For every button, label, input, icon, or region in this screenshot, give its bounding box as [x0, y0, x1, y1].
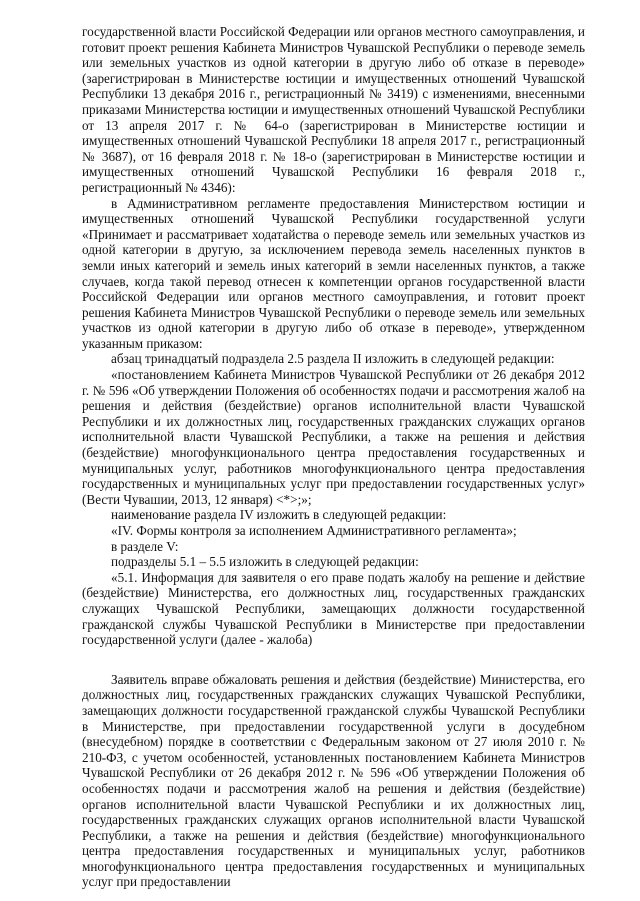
- document-page: [82, 24, 585, 890]
- paragraph-8: подразделы 5.1 – 5.5 изложить в следующей редакции:: [111, 554, 419, 570]
- paragraph-6: «IV. Формы контроля за исполнением Административного регламента»;: [111, 523, 517, 538]
- paragraph-9: «5.1. Информация для заявителя о его праве подать жалобу на решение и действие (бездействие) Министерства, его должностных лиц, государственных гражданских служащих Чувашской Республики, замещающих должности государственной гражданской службы Чувашской Республики в Министерстве при предоставлении государственной услуги (далее - жалоба): [82, 569, 585, 648]
- paragraph-7: в разделе V:: [111, 538, 179, 554]
- paragraph-1: государственной власти Российской Федерации или органов местного самоуправления, и готовит проект решения Кабинета Министров Чувашской Республики о переводе земель или земельных участков из одной категории в другую либо об отказе в переводе» (зарегистрирован в Министерстве юстиции и имущественных отношений Чувашской Республики 13 декабря 2016 г., регистрационный № 3419) с изменениями, внесенными приказами Министерства юстиции и имущественных отношений Чувашской Республики от 13 апреля 2017 г. № 64-о (зарегистрирован в Министерстве юстиции и имущественных отношений Чувашской Республики 18 апреля 2017 г., регистрационный № 3687), от 16 февраля 2018 г. № 18-о (зарегистрирован в Министерстве юстиции и имущественных отношений Чувашской Республики 16 февраля 2018 г., регистрационный № 4346):: [82, 24, 585, 195]
- paragraph-10: Заявитель вправе обжаловать решения и действия (бездействие) Министерства, его должностных лиц, государственных гражданских служащих Чувашской Республики, замещающих должности государственной гражданской службы Чувашской Республики в Министерстве, при предоставлении государственной услуги в досудебном (внесудебном) порядке в соответствии с Федеральным законом от 27 июля 2010 г. № 210-ФЗ, с учетом особенностей, установленных постановлением Кабинета Министров Чувашской Республики от 26 декабря 2012 г. № 596 «Об утверждении Положения об особенностях подачи и рассмотрения жалоб на решения и действия (бездействие) органов исполнительной власти Чувашской Республики и их должностных лиц, государственных гражданских служащих органов исполнительной власти Чувашской Республики, а также на решения и действия (бездействие) многофункционального центра предоставления государственных и муниципальных услуг, работников многофункционального центра предоставления государственных и муниципальных услуг при предоставлении: [82, 671, 585, 890]
- paragraph-gap: [82, 648, 585, 672]
- paragraph-3: абзац тринадцатый подраздела 2.5 раздела II изложить в следующей редакции:: [111, 351, 555, 367]
- paragraph-2: в Административном регламенте предоставления Министерством юстиции и имущественных отношений Чувашской Республики государственной услуги «Принимает и рассматривает ходатайства о переводе земель или земельных участков из одной категории в другую, за исключением перевода земель населенных пунктов в земли иных категорий и земель иных категорий в земли населенных пунктов, а также случаев, когда такой перевод отнесен к компетенции органов государственной власти Российской Федерации или органов местного самоуправления, и готовит проект решения Кабинета Министров Чувашской Республики о переводе земель или земельных участков из одной категории в другую либо об отказе в переводе», утвержденном указанным приказом:: [82, 195, 585, 351]
- paragraph-5: наименование раздела IV изложить в следующей редакции:: [111, 507, 447, 523]
- paragraph-4: «постановлением Кабинета Министров Чувашской Республики от 26 декабря 2012 г. № 596 «Об утверждении Положения об особенностях подачи и рассмотрения жалоб на решения и действия (бездействие) органов исполнительной власти Чувашской Республики и их должностных лиц, государственных гражданских служащих органов исполнительной власти Чувашской Республики, а также на решения и действия (бездействие) многофункционального центра предоставления государственных и муниципальных услуг, работников многофункционального центра предоставления государственных и муниципальных услуг при предоставлении государственных услуг» (Вести Чувашии, 2013, 12 января) <*>;»;: [82, 367, 585, 507]
